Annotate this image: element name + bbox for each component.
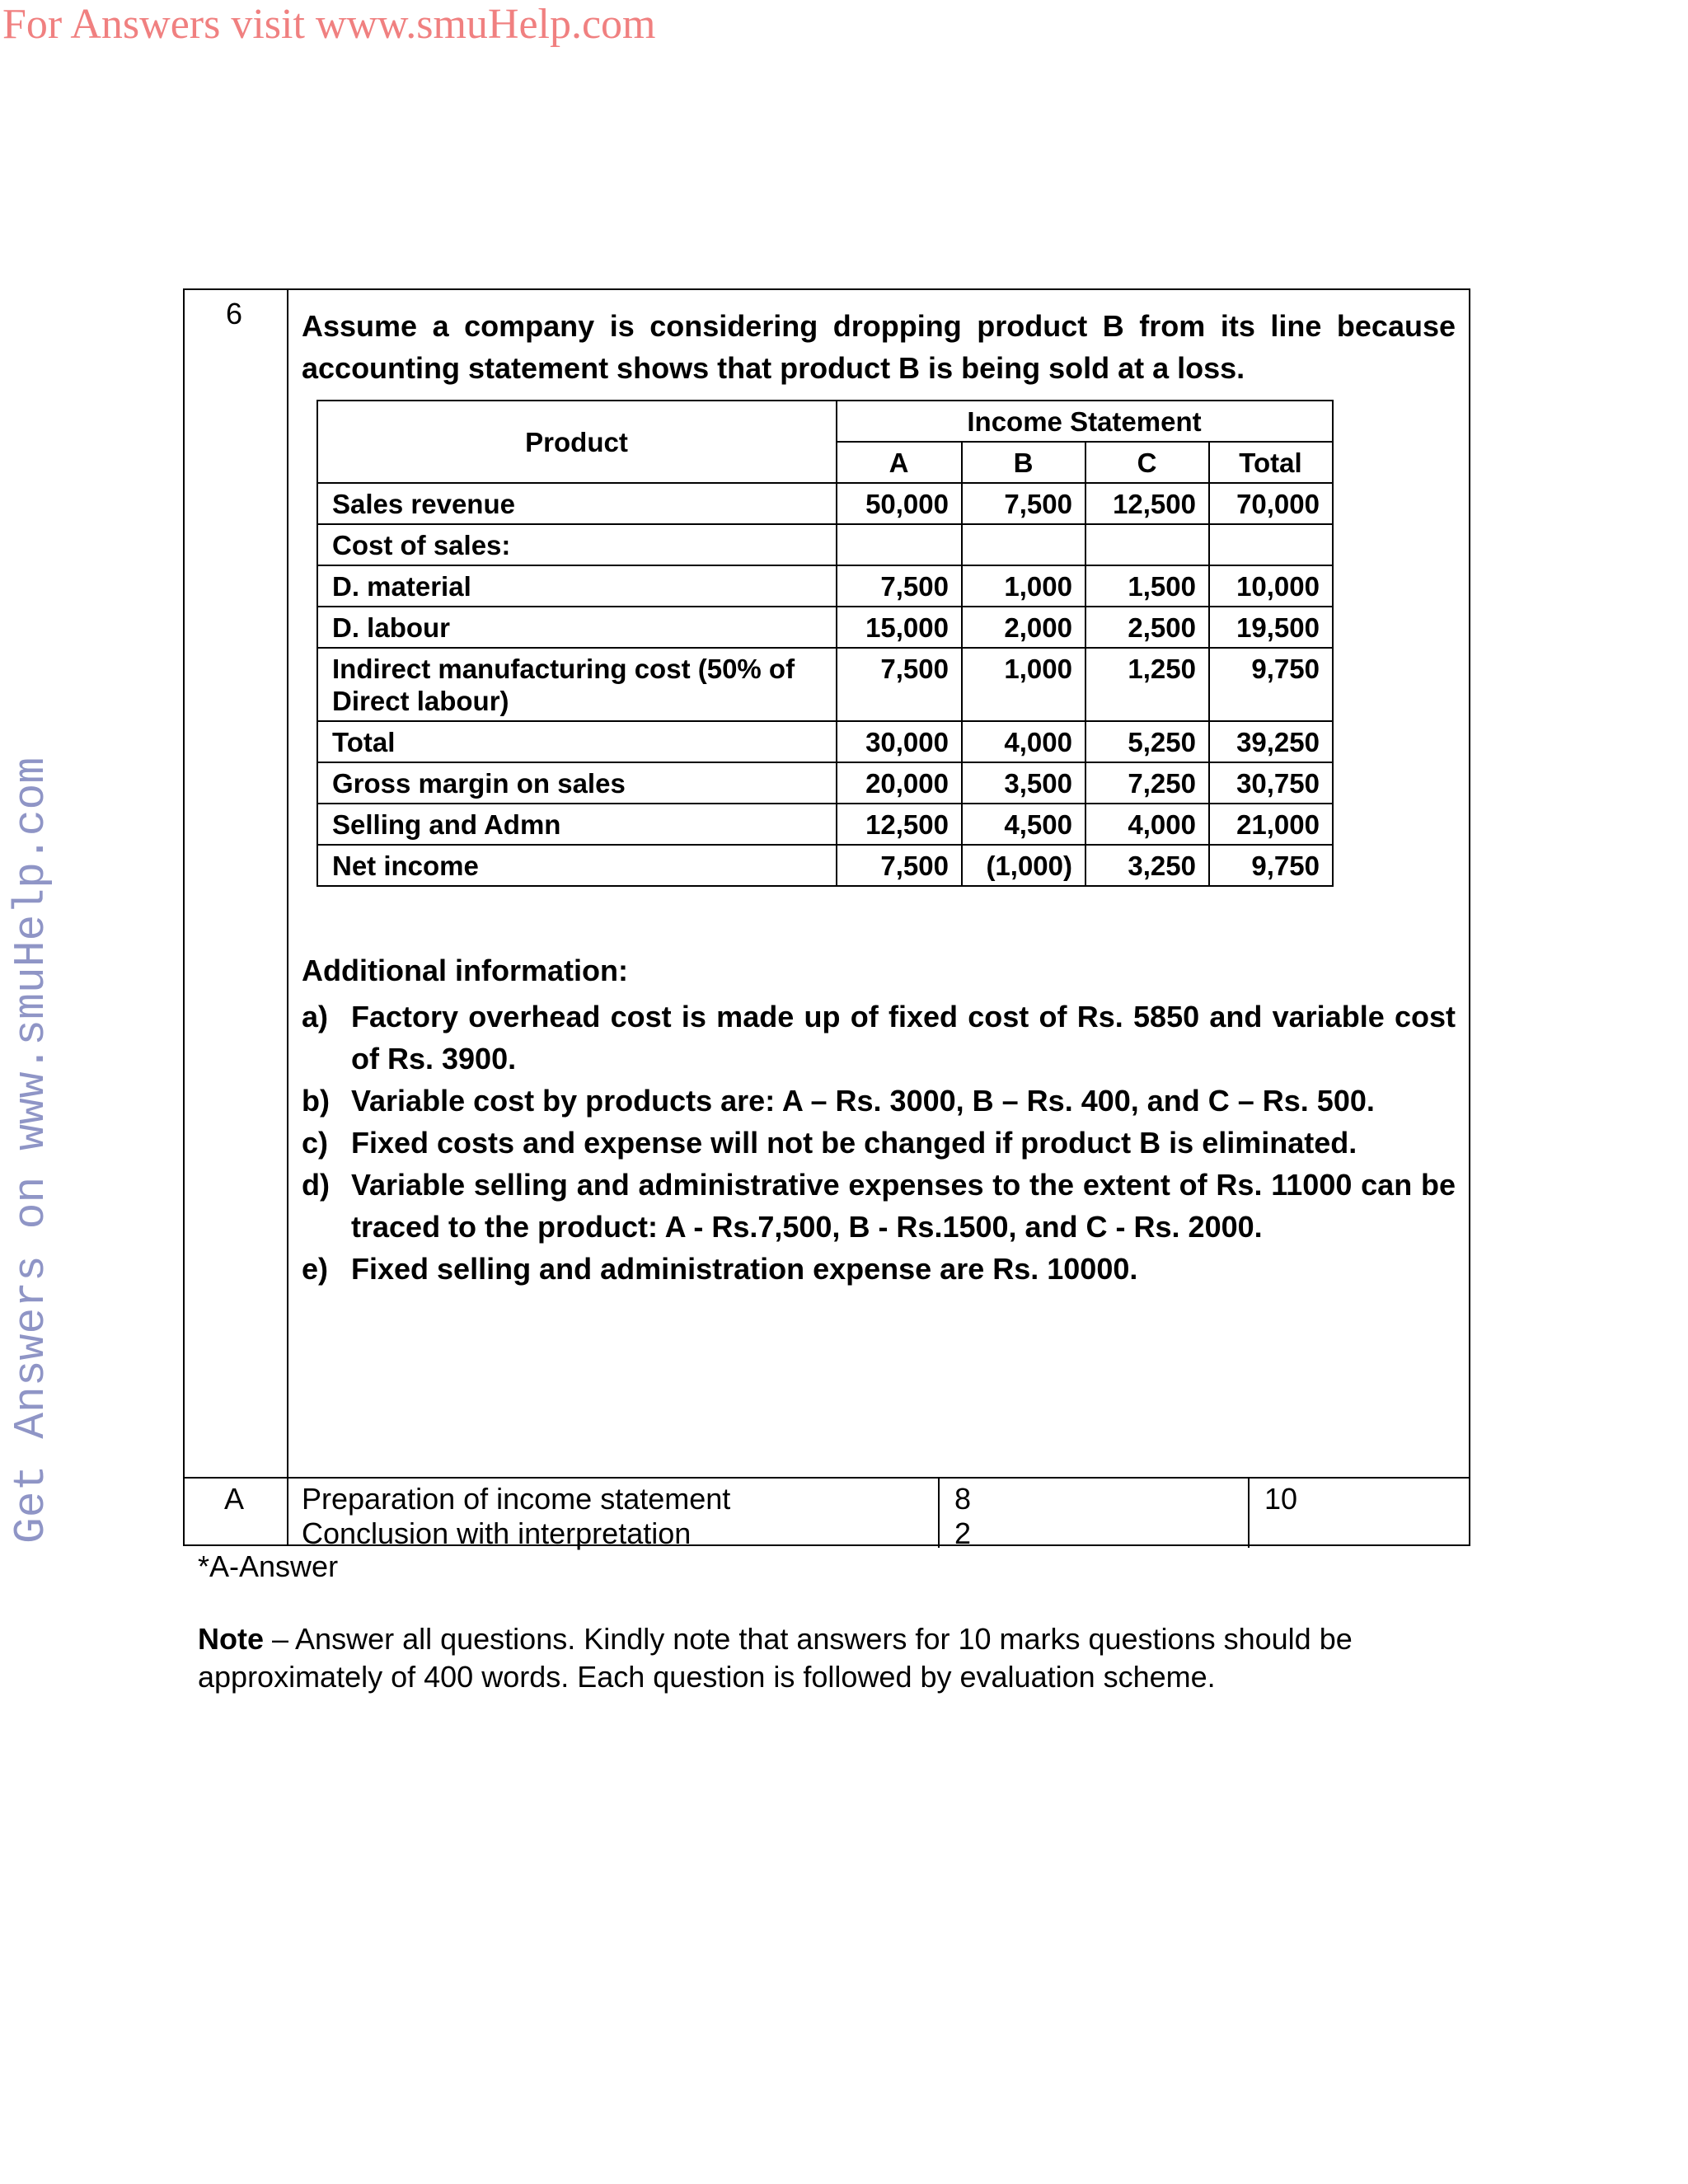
- additional-info-heading: Additional information:: [302, 954, 628, 987]
- additional-info-list: [302, 996, 1456, 1290]
- answer-divider-marks: [938, 1477, 940, 1548]
- column-header: A: [837, 442, 962, 483]
- table-row: [317, 565, 1333, 607]
- cell-value: 7,500: [837, 845, 962, 886]
- cell-value: 39,250: [1209, 721, 1333, 762]
- cell-value: 30,750: [1209, 762, 1333, 804]
- list-item: [302, 996, 1456, 1080]
- item-label: e): [302, 1252, 329, 1286]
- row-label: Net income: [317, 845, 837, 886]
- item-text: Variable selling and administrative expenses to the extent of Rs. 11000 can be traced to the product: A - Rs.7,500, B - Rs.1500, and C - Rs. 2000.: [351, 1168, 1456, 1244]
- cell-value: 7,250: [1085, 762, 1209, 804]
- cell-value: 20,000: [837, 762, 962, 804]
- cell-value: 12,500: [837, 804, 962, 845]
- cell-value: 10,000: [1209, 565, 1333, 607]
- cell-value: 1,000: [962, 648, 1085, 721]
- row-label: Cost of sales:: [317, 524, 837, 565]
- cell-value: [837, 524, 962, 565]
- row-label: Gross margin on sales: [317, 762, 837, 804]
- answer-label: A: [224, 1482, 245, 1516]
- watermark-side: Get Answers on www.smuHelp.com: [7, 757, 56, 1544]
- column-divider: [287, 290, 288, 1544]
- answer-key: *A-Answer: [198, 1549, 339, 1583]
- cell-value: 2,500: [1085, 607, 1209, 648]
- list-item: [302, 1164, 1456, 1248]
- table-row: [317, 648, 1333, 721]
- column-header: C: [1085, 442, 1209, 483]
- product-header: Product: [317, 401, 837, 483]
- row-label: D. labour: [317, 607, 837, 648]
- note-label: Note: [198, 1622, 264, 1656]
- cell-value: 3,250: [1085, 845, 1209, 886]
- row-label: Sales revenue: [317, 483, 837, 524]
- question-text: Assume a company is considering dropping product B from its line because accounting statement shows that product B is being sold at a loss.: [302, 309, 1456, 385]
- answer-marks: [954, 1482, 971, 1551]
- question-number: 6: [226, 297, 243, 330]
- answer-mark: 8: [954, 1482, 972, 1516]
- row-label: D. material: [317, 565, 837, 607]
- income-statement-header: Income Statement: [837, 401, 1333, 442]
- cell-value: [1085, 524, 1209, 565]
- answer-row-divider: [185, 1477, 1469, 1479]
- table-row: [317, 721, 1333, 762]
- cell-value: (1,000): [962, 845, 1085, 886]
- item-label: a): [302, 1000, 329, 1033]
- cell-value: 5,250: [1085, 721, 1209, 762]
- cell-value: 15,000: [837, 607, 962, 648]
- list-item: [302, 1080, 1456, 1122]
- list-item: [302, 1248, 1456, 1290]
- column-header: Total: [1209, 442, 1333, 483]
- cell-value: [1209, 524, 1333, 565]
- table-row: [317, 804, 1333, 845]
- cell-value: 1,000: [962, 565, 1085, 607]
- list-item: [302, 1122, 1456, 1164]
- note: [198, 1620, 1451, 1696]
- watermark-top: For Answers visit www.smuHelp.com: [2, 1, 656, 48]
- item-label: c): [302, 1126, 329, 1160]
- cell-value: 7,500: [837, 648, 962, 721]
- item-label: d): [302, 1168, 330, 1202]
- cell-value: 9,750: [1209, 845, 1333, 886]
- row-label: Indirect manufacturing cost (50% of Direct labour): [317, 648, 837, 721]
- table-row: [317, 483, 1333, 524]
- item-text: Factory overhead cost is made up of fixed cost of Rs. 5850 and variable cost of Rs. 3900.: [351, 1000, 1456, 1076]
- cell-value: 1,500: [1085, 565, 1209, 607]
- question-box: [183, 288, 1470, 1550]
- answer-divider-total: [1248, 1477, 1250, 1548]
- income-statement-table: [316, 400, 1334, 887]
- cell-value: 4,500: [962, 804, 1085, 845]
- note-text: – Answer all questions. Kindly note that answers for 10 marks questions should be approximately of 400 words. Each question is followed by evaluation scheme.: [198, 1622, 1353, 1694]
- row-label: Total: [317, 721, 837, 762]
- item-label: b): [302, 1084, 330, 1118]
- table-row: [317, 762, 1333, 804]
- cell-value: 19,500: [1209, 607, 1333, 648]
- cell-value: 12,500: [1085, 483, 1209, 524]
- cell-value: 7,500: [962, 483, 1085, 524]
- cell-value: 3,500: [962, 762, 1085, 804]
- cell-value: 7,500: [837, 565, 962, 607]
- cell-value: 50,000: [837, 483, 962, 524]
- cell-value: 4,000: [962, 721, 1085, 762]
- cell-value: 4,000: [1085, 804, 1209, 845]
- item-text: Fixed selling and administration expense are Rs. 10000.: [351, 1252, 1138, 1286]
- cell-value: 1,250: [1085, 648, 1209, 721]
- cell-value: 21,000: [1209, 804, 1333, 845]
- column-header: B: [962, 442, 1085, 483]
- answer-criteria: [302, 1482, 730, 1551]
- table-row: [317, 607, 1333, 648]
- answer-mark: 2: [954, 1516, 972, 1550]
- answer-criterion: Preparation of income statement: [302, 1482, 731, 1516]
- cell-value: 2,000: [962, 607, 1085, 648]
- answer-total: 10: [1264, 1482, 1298, 1516]
- item-text: Fixed costs and expense will not be changed if product B is eliminated.: [351, 1126, 1357, 1160]
- cell-value: 70,000: [1209, 483, 1333, 524]
- row-label: Selling and Admn: [317, 804, 837, 845]
- answer-criterion: Conclusion with interpretation: [302, 1516, 692, 1550]
- cell-value: 9,750: [1209, 648, 1333, 721]
- item-text: Variable cost by products are: A – Rs. 3000, B – Rs. 400, and C – Rs. 500.: [351, 1084, 1375, 1118]
- table-row: [317, 524, 1333, 565]
- cell-value: 30,000: [837, 721, 962, 762]
- table-row: [317, 845, 1333, 886]
- cell-value: [962, 524, 1085, 565]
